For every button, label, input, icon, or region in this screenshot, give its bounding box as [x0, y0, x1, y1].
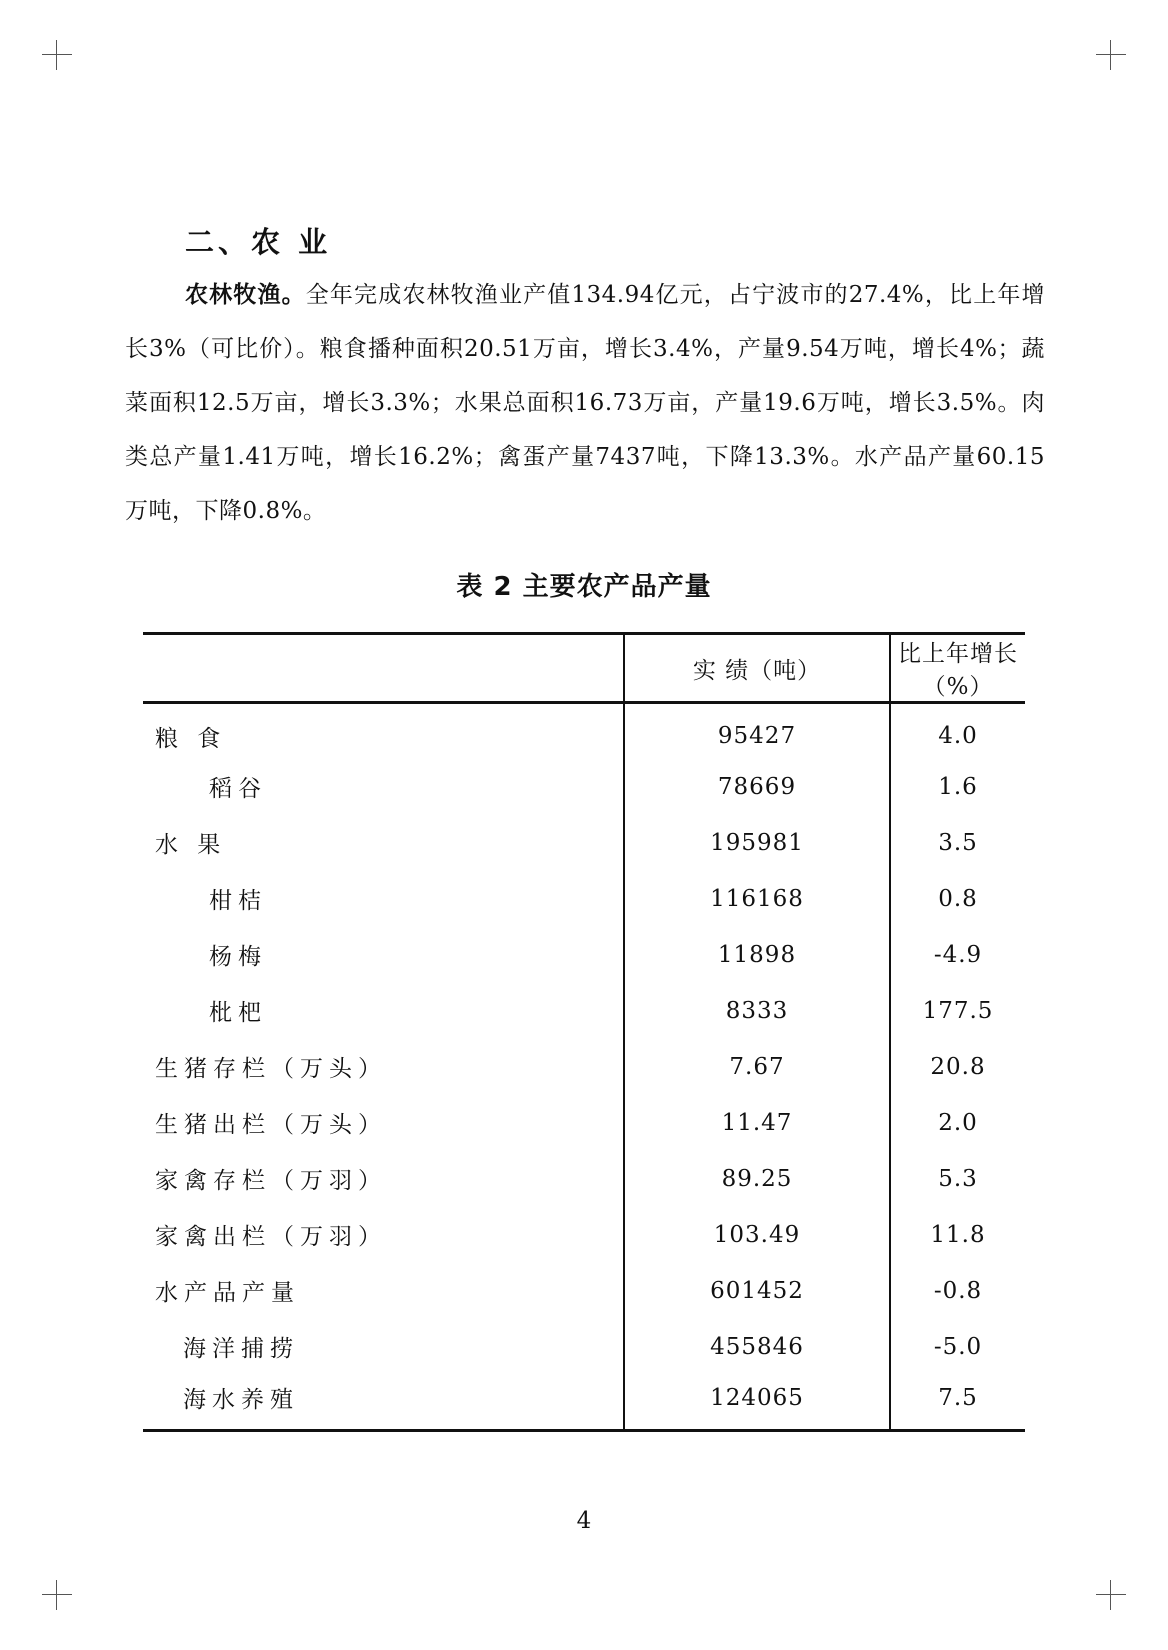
- row-change: 5.3: [890, 1151, 1025, 1207]
- table-row: [143, 1207, 1025, 1263]
- table-row: [143, 815, 1025, 871]
- paragraph-text: 全年完成农林牧渔业产值134.94亿元，占宁波市的27.4%，比上年增长3%（可比价）。粮食播种面积20.51万亩，增长3.4%，产量9.54万吨，增长4%；蔬菜面积12.5万亩，增长3.3%；水果总面积16.73万亩，产量19.6万吨，增长3.5%。肉类总产量1.41万吨，增长16.2%；禽蛋产量7437吨，下降13.3%。水产品产量60.15万吨，下降0.8%。: [125, 282, 1046, 524]
- table-row: [143, 983, 1025, 1039]
- paragraph-lead: 农林牧渔。: [185, 281, 306, 308]
- table-row: [143, 1375, 1025, 1431]
- table-row: [143, 759, 1025, 815]
- table-row: [143, 1151, 1025, 1207]
- row-value: 455846: [624, 1319, 890, 1375]
- header-name: [143, 634, 624, 703]
- row-value: 11898: [624, 927, 890, 983]
- row-value: 11.47: [624, 1095, 890, 1151]
- data-table: [143, 632, 1025, 1432]
- row-change: -5.0: [890, 1319, 1025, 1375]
- row-change: 11.8: [890, 1207, 1025, 1263]
- table-row: [143, 871, 1025, 927]
- row-value: 601452: [624, 1263, 890, 1319]
- row-value: 195981: [624, 815, 890, 871]
- crop-mark-bottom-right: [1096, 1580, 1126, 1610]
- body-paragraph: [125, 268, 1045, 538]
- row-name: 生猪出栏（万头）: [155, 1112, 387, 1138]
- crop-mark-top-right: [1096, 40, 1126, 70]
- crop-mark-top-left: [42, 40, 72, 70]
- row-value: 89.25: [624, 1151, 890, 1207]
- table-row: [143, 1095, 1025, 1151]
- row-value: 103.49: [624, 1207, 890, 1263]
- row-name: 杨梅: [209, 944, 267, 970]
- table-header-row: [143, 634, 1025, 703]
- row-name: 水 果: [155, 832, 227, 858]
- header-change: 比上年增长（%）: [890, 634, 1025, 703]
- table-row: [143, 927, 1025, 983]
- section-heading: 二、农 业: [185, 225, 332, 259]
- row-name: 海水养殖: [143, 1375, 624, 1431]
- row-value: 95427: [624, 703, 890, 759]
- row-change: 2.0: [890, 1095, 1025, 1151]
- row-change: 3.5: [890, 815, 1025, 871]
- row-value: 7.67: [624, 1039, 890, 1095]
- row-value: 124065: [624, 1375, 890, 1431]
- row-change: 20.8: [890, 1039, 1025, 1095]
- agri-products-table: [143, 632, 1025, 1432]
- table-row: [143, 703, 1025, 759]
- page-number: 4: [576, 1508, 592, 1534]
- row-name: 枇杷: [209, 1000, 267, 1026]
- row-change: 0.8: [890, 871, 1025, 927]
- row-change: 7.5: [890, 1375, 1025, 1431]
- row-change: 1.6: [890, 759, 1025, 815]
- table-row: [143, 1039, 1025, 1095]
- row-value: 8333: [624, 983, 890, 1039]
- row-name: 水产品产量: [155, 1280, 300, 1306]
- row-name: 家禽存栏（万羽）: [155, 1168, 387, 1194]
- crop-mark-bottom-left: [42, 1580, 72, 1610]
- row-change: -0.8: [890, 1263, 1025, 1319]
- row-change: -4.9: [890, 927, 1025, 983]
- row-name: 生猪存栏（万头）: [155, 1056, 387, 1082]
- table-row: [143, 1319, 1025, 1375]
- row-value: 116168: [624, 871, 890, 927]
- row-name: 柑桔: [209, 888, 267, 914]
- row-name: 海洋捕捞: [183, 1336, 299, 1362]
- table-row: [143, 1263, 1025, 1319]
- row-name: 家禽出栏（万羽）: [155, 1224, 387, 1250]
- row-change: 4.0: [890, 703, 1025, 759]
- row-change: 177.5: [890, 983, 1025, 1039]
- header-value: 实 绩（吨）: [624, 634, 890, 703]
- row-value: 78669: [624, 759, 890, 815]
- table-title: 表 2 主要农产品产量: [456, 572, 712, 602]
- row-name: 稻谷: [209, 776, 267, 802]
- table-body: [143, 703, 1025, 1431]
- row-name: 粮 食: [155, 725, 227, 752]
